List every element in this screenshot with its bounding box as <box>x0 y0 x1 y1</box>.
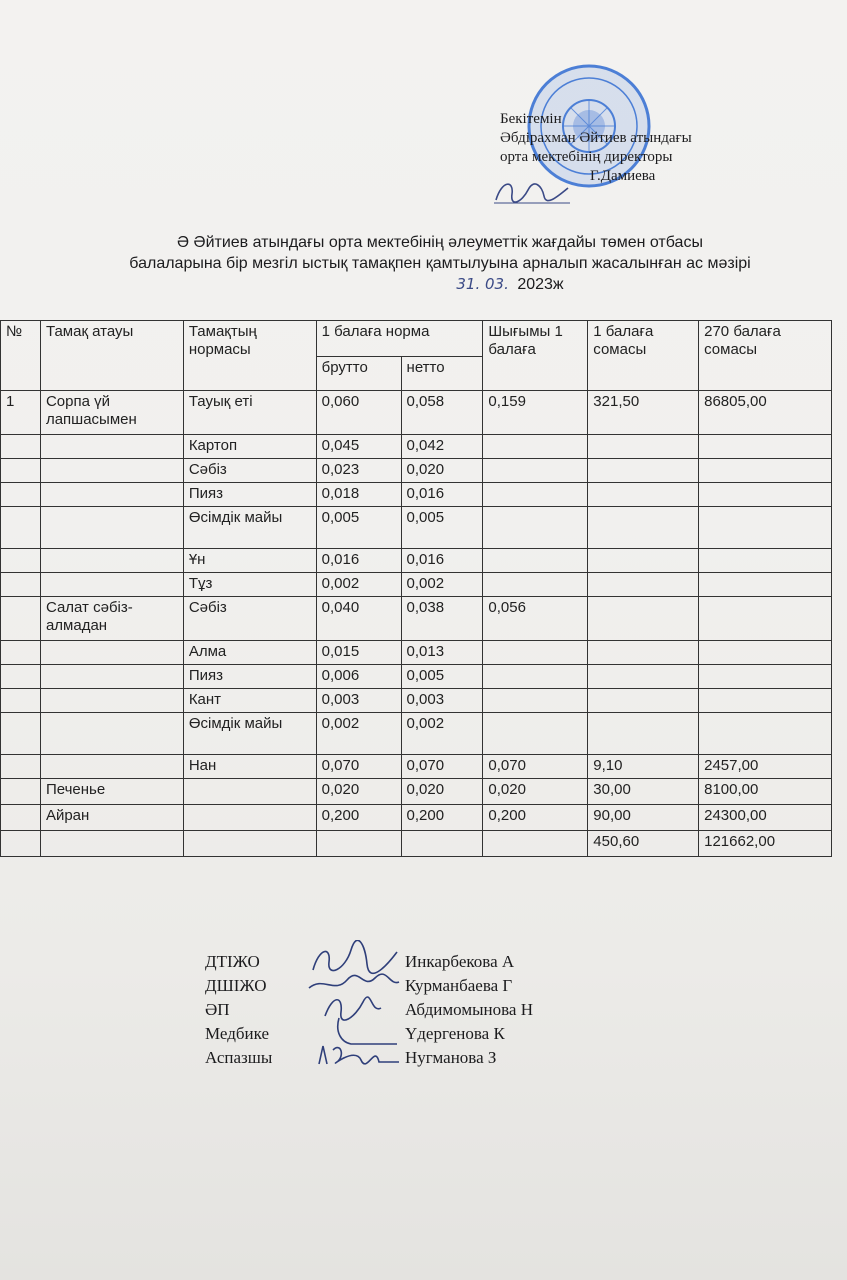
cell-num <box>1 831 41 857</box>
cell-sum-270 <box>699 435 832 459</box>
signature-role: Аспазшы <box>205 1048 273 1067</box>
cell-ingredient: Тауық еті <box>183 391 316 435</box>
table-row <box>1 391 832 435</box>
cell-gross: 0,045 <box>316 435 401 459</box>
cell-net: 0,005 <box>401 665 483 689</box>
cell-num <box>1 689 41 713</box>
cell-ingredient: Тұз <box>183 573 316 597</box>
cell-ingredient: Ұн <box>183 549 316 573</box>
cell-dish <box>40 665 183 689</box>
table-row <box>1 779 832 805</box>
cell-gross: 0,003 <box>316 689 401 713</box>
cell-num: 1 <box>1 391 41 435</box>
title-year: 2023ж <box>517 276 564 293</box>
cell-sum-270: 121662,00 <box>699 831 832 857</box>
cell-ingredient <box>183 831 316 857</box>
cell-ingredient <box>183 779 316 805</box>
cell-num <box>1 779 41 805</box>
signature-role: Медбике <box>205 1024 269 1043</box>
cell-net: 0,070 <box>401 755 483 779</box>
director-signature <box>492 176 572 206</box>
table-row <box>1 755 832 779</box>
table-row <box>1 665 832 689</box>
handwritten-signature <box>305 1036 400 1076</box>
title-date <box>40 274 840 295</box>
cell-dish: Сорпа үй лапшасымен <box>40 391 183 435</box>
cell-dish: Айран <box>40 805 183 831</box>
signature-name: Абдимомынова Н <box>405 1000 533 1019</box>
cell-ingredient: Пияз <box>183 483 316 507</box>
cell-output: 0,070 <box>483 755 588 779</box>
table-row <box>1 831 832 857</box>
table-row <box>1 573 832 597</box>
cell-sum-270: 8100,00 <box>699 779 832 805</box>
signature-name: Курманбаева Г <box>405 976 513 995</box>
signature-name: Үдергенова К <box>405 1024 505 1043</box>
cell-output <box>483 665 588 689</box>
cell-num <box>1 641 41 665</box>
cell-net: 0,016 <box>401 549 483 573</box>
cell-sum-270 <box>699 689 832 713</box>
header-num: № <box>1 321 41 391</box>
cell-ingredient: Пияз <box>183 665 316 689</box>
document-title <box>40 232 840 295</box>
header-sum-one: 1 балаға сомасы <box>588 321 699 391</box>
cell-gross: 0,005 <box>316 507 401 549</box>
title-line-1: Ә Әйтиев атындағы орта мектебінің әлеуметтік жағдайы төмен отбасы <box>177 234 703 251</box>
table-row <box>1 597 832 641</box>
header-sum-270: 270 балаға сомасы <box>699 321 832 391</box>
cell-sum-one: 321,50 <box>588 391 699 435</box>
cell-output <box>483 573 588 597</box>
signature-name: Нугманова З <box>405 1048 497 1067</box>
cell-sum-one <box>588 689 699 713</box>
approval-block <box>500 110 692 186</box>
cell-sum-one <box>588 573 699 597</box>
cell-num <box>1 507 41 549</box>
cell-net: 0,020 <box>401 779 483 805</box>
table-row <box>1 549 832 573</box>
cell-sum-270 <box>699 665 832 689</box>
table-row <box>1 459 832 483</box>
cell-dish <box>40 507 183 549</box>
cell-sum-one <box>588 483 699 507</box>
cell-sum-one: 450,60 <box>588 831 699 857</box>
cell-sum-one <box>588 459 699 483</box>
approval-line-2: Әбдірахман Әйтиев атындағы <box>500 130 692 146</box>
cell-net: 0,020 <box>401 459 483 483</box>
approval-line-3: орта мектебінің директоры <box>500 149 673 165</box>
cell-num <box>1 755 41 779</box>
cell-dish <box>40 755 183 779</box>
table-row <box>1 507 832 549</box>
cell-num <box>1 597 41 641</box>
header-row <box>1 321 832 357</box>
signature-role: ДШІЖО <box>205 976 267 995</box>
cell-sum-270 <box>699 641 832 665</box>
cell-sum-270 <box>699 507 832 549</box>
cell-ingredient: Картоп <box>183 435 316 459</box>
cell-sum-270 <box>699 597 832 641</box>
cell-gross: 0,200 <box>316 805 401 831</box>
cell-dish <box>40 831 183 857</box>
cell-dish: Печенье <box>40 779 183 805</box>
cell-net: 0,002 <box>401 573 483 597</box>
header-gross: брутто <box>316 357 401 391</box>
cell-output: 0,020 <box>483 779 588 805</box>
cell-net: 0,003 <box>401 689 483 713</box>
cell-sum-270 <box>699 459 832 483</box>
cell-sum-270 <box>699 713 832 755</box>
cell-num <box>1 665 41 689</box>
cell-sum-one <box>588 549 699 573</box>
cell-output <box>483 435 588 459</box>
cell-output <box>483 459 588 483</box>
cell-dish <box>40 435 183 459</box>
cell-num <box>1 713 41 755</box>
cell-ingredient: Өсімдік майы <box>183 713 316 755</box>
cell-gross: 0,006 <box>316 665 401 689</box>
cell-gross: 0,060 <box>316 391 401 435</box>
cell-num <box>1 459 41 483</box>
cell-output <box>483 641 588 665</box>
cell-sum-270: 2457,00 <box>699 755 832 779</box>
cell-net: 0,013 <box>401 641 483 665</box>
cell-net: 0,058 <box>401 391 483 435</box>
cell-dish <box>40 459 183 483</box>
handwritten-date: 31. 03. <box>456 275 509 293</box>
cell-ingredient <box>183 805 316 831</box>
cell-ingredient: Өсімдік майы <box>183 507 316 549</box>
cell-sum-one <box>588 713 699 755</box>
cell-output <box>483 483 588 507</box>
cell-dish <box>40 713 183 755</box>
cell-dish <box>40 573 183 597</box>
header-output: Шығымы 1 балаға <box>483 321 588 391</box>
cell-ingredient: Сәбіз <box>183 459 316 483</box>
signature-name: Инкарбекова А <box>405 952 515 971</box>
cell-gross: 0,002 <box>316 573 401 597</box>
cell-net: 0,002 <box>401 713 483 755</box>
cell-gross: 0,016 <box>316 549 401 573</box>
cell-ingredient: Кант <box>183 689 316 713</box>
table-row <box>1 435 832 459</box>
cell-sum-one <box>588 665 699 689</box>
cell-sum-one: 9,10 <box>588 755 699 779</box>
cell-gross: 0,070 <box>316 755 401 779</box>
cell-gross: 0,002 <box>316 713 401 755</box>
cell-sum-one: 30,00 <box>588 779 699 805</box>
cell-output <box>483 831 588 857</box>
cell-dish <box>40 641 183 665</box>
cell-output: 0,159 <box>483 391 588 435</box>
title-line-2: балаларына бір мезгіл ыстық тамақпен қамтылуына арналып жасалынған ас мәзірі <box>129 255 751 272</box>
header-per-child: 1 балаға норма <box>316 321 483 357</box>
cell-output <box>483 507 588 549</box>
table-row <box>1 713 832 755</box>
cell-net <box>401 831 483 857</box>
cell-sum-270 <box>699 573 832 597</box>
signature-role: ДТІЖО <box>205 952 260 971</box>
cell-sum-270 <box>699 483 832 507</box>
cell-sum-one <box>588 641 699 665</box>
cell-output <box>483 713 588 755</box>
cell-sum-270: 24300,00 <box>699 805 832 831</box>
approval-line-1: Бекітемін <box>500 111 562 127</box>
table-row <box>1 641 832 665</box>
cell-dish <box>40 689 183 713</box>
cell-dish <box>40 549 183 573</box>
menu-table <box>0 320 832 857</box>
cell-sum-one <box>588 597 699 641</box>
cell-gross: 0,020 <box>316 779 401 805</box>
cell-num <box>1 573 41 597</box>
cell-gross <box>316 831 401 857</box>
cell-num <box>1 435 41 459</box>
cell-sum-270: 86805,00 <box>699 391 832 435</box>
signature-role: ӘП <box>205 1000 230 1019</box>
cell-net: 0,042 <box>401 435 483 459</box>
cell-dish <box>40 483 183 507</box>
cell-output <box>483 549 588 573</box>
cell-dish: Салат сәбіз-алмадан <box>40 597 183 641</box>
cell-ingredient: Сәбіз <box>183 597 316 641</box>
cell-num <box>1 549 41 573</box>
cell-num <box>1 483 41 507</box>
cell-output: 0,200 <box>483 805 588 831</box>
cell-ingredient: Алма <box>183 641 316 665</box>
cell-ingredient: Нан <box>183 755 316 779</box>
cell-gross: 0,040 <box>316 597 401 641</box>
header-norm: Тамақтың нормасы <box>183 321 316 391</box>
cell-gross: 0,023 <box>316 459 401 483</box>
director-name: Г.Дамиева <box>590 168 656 184</box>
cell-num <box>1 805 41 831</box>
cell-output: 0,056 <box>483 597 588 641</box>
cell-sum-one <box>588 507 699 549</box>
cell-gross: 0,018 <box>316 483 401 507</box>
cell-net: 0,038 <box>401 597 483 641</box>
cell-output <box>483 689 588 713</box>
cell-net: 0,005 <box>401 507 483 549</box>
cell-gross: 0,015 <box>316 641 401 665</box>
cell-sum-one <box>588 435 699 459</box>
cell-sum-270 <box>699 549 832 573</box>
cell-net: 0,200 <box>401 805 483 831</box>
table-row <box>1 483 832 507</box>
table-row <box>1 689 832 713</box>
cell-net: 0,016 <box>401 483 483 507</box>
table-row <box>1 805 832 831</box>
header-dish: Тамақ атауы <box>40 321 183 391</box>
header-net: нетто <box>401 357 483 391</box>
cell-sum-one: 90,00 <box>588 805 699 831</box>
menu-table-body <box>1 391 832 857</box>
